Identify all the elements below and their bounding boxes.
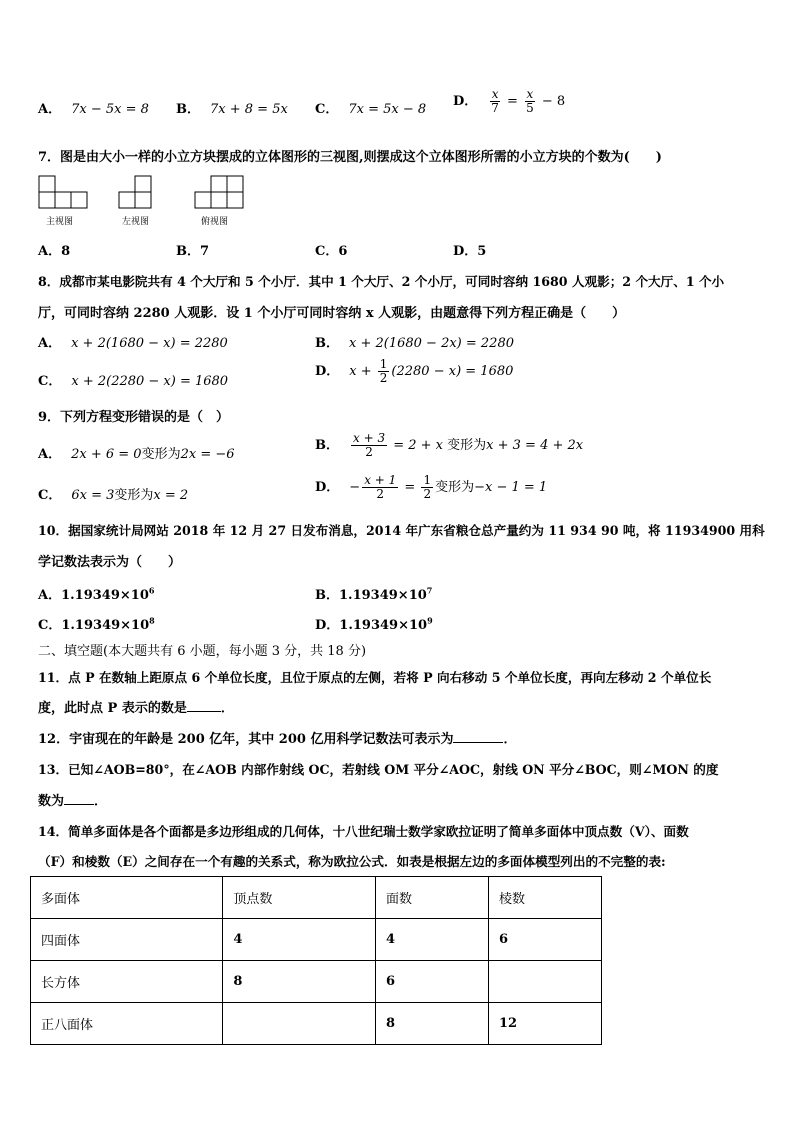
q10-option-d: D．$1.19349\times 10^9$ <box>315 615 433 633</box>
q11-line1: 11．点 P 在数轴上距原点 6 个单位长度，且位于原点的左侧，若将 P 向右移动 5 个单位长度，再向左移动 2 个单位长 <box>38 670 712 685</box>
q14-line1: 14．简单多面体是各个面都是多边形组成的几何体，十八世纪瑞士数学家欧拉证明了简单多面体中顶点数（V）、面数 <box>38 824 689 839</box>
table-row <box>31 1003 602 1045</box>
q8-option-d: D． x + $\frac{1}{2}$ (2280 − x) = 1680 <box>315 357 514 385</box>
table-header-cell: 棱数 <box>488 877 601 919</box>
table-cell <box>488 961 601 1003</box>
table-row <box>31 961 602 1003</box>
fraction: $\frac{x + 3}{2}$ <box>353 431 386 459</box>
section-2-heading: 二、填空题(本大题共有 6 小题，每小题 3 分，共 18 分) <box>38 644 367 659</box>
table-cell: 8 <box>223 961 376 1003</box>
q11-line2: 度，此时点 P 表示的数是 ． <box>38 701 234 716</box>
option-label: B． <box>315 438 339 453</box>
equation: 7x = 5x − 8 <box>348 102 427 117</box>
q10-stem-line2: 学记数法表示为（ ） <box>38 555 182 570</box>
equation: 7x − 5x = 8 <box>71 102 149 117</box>
option-label: C． <box>38 374 62 389</box>
table-cell: 四面体 <box>31 919 223 961</box>
q7-option-d: D．5 <box>453 244 487 259</box>
q8-option-b <box>315 332 514 351</box>
option-label: D． <box>315 480 340 495</box>
table-cell: 12 <box>488 1003 601 1045</box>
q9-option-c: C． 6x = 3变形为x = 2 <box>38 488 189 503</box>
table-cell: 长方体 <box>31 961 223 1003</box>
left-view-label: 左视图 <box>122 217 150 227</box>
q7-option-a: A．8 <box>38 244 71 259</box>
q7-option-c: C．6 <box>315 244 348 259</box>
q7-stem: 7．图是由大小一样的小立方块摆成的立体图形的三视图,则摆成这个立体图形所需的小立方块的个数为( ) <box>38 150 662 165</box>
q9-option-b: B． $\frac{x + 3}{2}$ = 2 + x 变形为x + 3 = 4 + 2x <box>315 431 584 459</box>
table-cell: 4 <box>376 919 489 961</box>
q8-stem-line2: 厅，可同时容纳 2280 人观影．设 1 个小厅可同时容纳 x 人观影，由题意得下列方程正确是（ ） <box>38 306 626 321</box>
q13-line2: 数为 ． <box>38 794 108 809</box>
q6-option-a <box>38 98 149 117</box>
fraction: $\frac{1}{2}$ <box>379 357 388 385</box>
fraction: $\frac{x + 1}{2}$ <box>364 473 397 501</box>
three-views-figure <box>38 174 278 226</box>
fraction: $\frac{x}{5}$ <box>526 87 534 115</box>
q10-stem-line1: 10．据国家统计局网站 2018 年 12 月 27 日发布消息，2014 年广东省粮仓总产量约为 11 934 90 吨，将 11934900 用科 <box>38 523 765 538</box>
fraction: $\frac{1}{2}$ <box>423 473 432 501</box>
table-header-cell: 面数 <box>376 877 489 919</box>
table-header-cell: 多面体 <box>31 877 223 919</box>
equation: x + 2(1680 − x) = 2280 <box>71 336 228 351</box>
three-views-drawing <box>38 174 278 214</box>
option-label: A． <box>38 336 62 351</box>
option-label: D． <box>315 364 340 379</box>
q9-option-d: D． − $\frac{x + 1}{2}$ = $\frac{1}{2}$ 变形为−x − 1 = 1 <box>315 473 548 501</box>
front-view-label: 主视图 <box>46 217 74 227</box>
equation: x + 2(1680 − 2x) = 2280 <box>349 336 514 351</box>
q6-option-d: D． $\frac{x}{7}$ = $\frac{x}{5}$ − 8 <box>453 87 566 115</box>
table-cell: 8 <box>376 1003 489 1045</box>
q6-option-c <box>315 98 426 117</box>
table-cell: 6 <box>488 919 601 961</box>
q8-option-c <box>38 370 228 389</box>
table-cell: 正八面体 <box>31 1003 223 1045</box>
answer-blank[interactable] <box>453 730 503 743</box>
q8-option-a <box>38 332 228 351</box>
q9-stem: 9．下列方程变形错误的是（ ） <box>38 410 230 425</box>
q13-line1: 13．已知∠AOB=80°，在∠AOB 内部作射线 OC，若射线 OM 平分∠AOC，射线 ON 平分∠BOC，则∠MON 的度 <box>38 762 719 777</box>
option-label: C． <box>38 488 62 503</box>
q10-option-b: B．$1.19349\times 10^7$ <box>315 585 433 603</box>
option-label: B． <box>176 102 200 117</box>
equation: x + 2(2280 − x) = 1680 <box>71 374 229 389</box>
table-cell <box>223 1003 376 1045</box>
q12: 12．宇宙现在的年龄是 200 亿年，其中 200 亿用科学记数法可表示为 ． <box>38 732 517 747</box>
q10-option-c: C．$1.19349\times 10^8$ <box>38 615 155 633</box>
table-cell: 6 <box>376 961 489 1003</box>
option-label: C． <box>315 102 339 117</box>
q6-option-b <box>176 98 288 117</box>
q9-option-a: A． 2x + 6 = 0变形为2x = −6 <box>38 447 235 462</box>
table-row <box>31 919 602 961</box>
fraction: $\frac{x}{7}$ <box>491 87 499 115</box>
q7-option-b: B．7 <box>176 244 210 259</box>
answer-blank[interactable] <box>187 699 221 712</box>
option-label: B． <box>315 336 339 351</box>
polyhedron-table <box>30 876 602 1045</box>
table-header-cell: 顶点数 <box>223 877 376 919</box>
equation: 7x + 8 = 5x <box>210 102 288 117</box>
q8-stem-line1: 8．成都市某电影院共有 4 个大厅和 5 个小厅．其中 1 个大厅、2 个小厅，可同时容纳 1680 人观影；2 个大厅、1 个小 <box>38 274 725 289</box>
option-label: A． <box>38 102 62 117</box>
q14-line2: （F）和棱数（E）之间存在一个有趣的关系式，称为欧拉公式．如表是根据左边的多面体模型列出的不完整的表: <box>38 854 666 869</box>
top-view-label: 俯视图 <box>201 217 229 227</box>
table-header-row <box>31 877 602 919</box>
table-cell: 4 <box>223 919 376 961</box>
answer-blank[interactable] <box>64 792 94 805</box>
option-label: D． <box>453 94 478 109</box>
option-label: A． <box>38 447 62 462</box>
q10-option-a: A．$1.19349\times 10^6$ <box>38 585 155 603</box>
